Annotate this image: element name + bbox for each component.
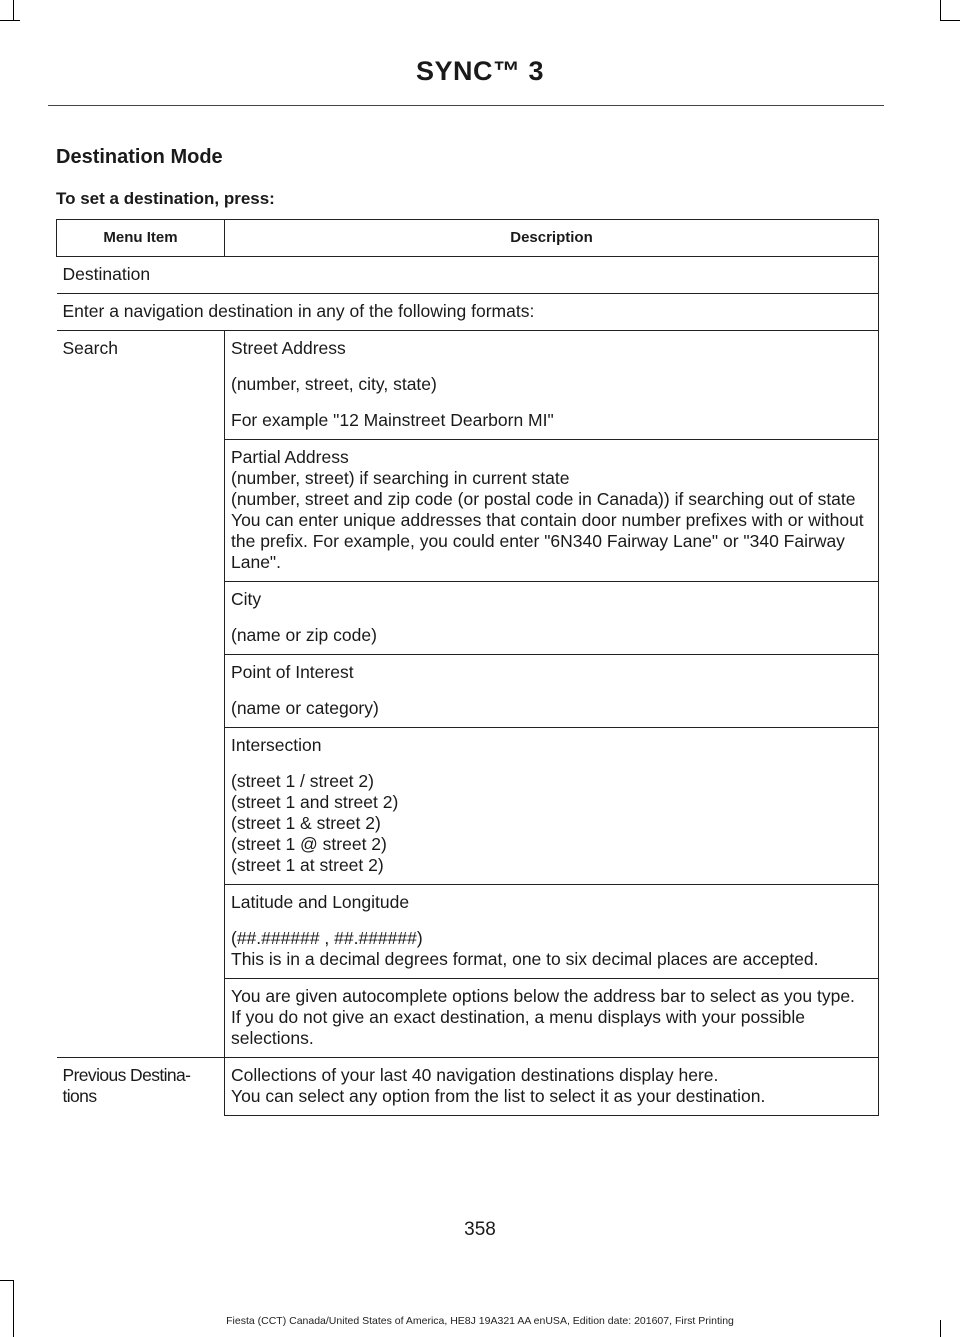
table-row <box>57 655 879 728</box>
previous-destinations-cell <box>225 1058 879 1116</box>
crop-mark <box>13 1280 14 1337</box>
destination-table <box>56 219 879 1116</box>
table-row <box>57 294 879 331</box>
street-address-example: For example "12 Mainstreet Dearborn MI" <box>231 410 554 430</box>
column-header-description: Description <box>225 220 879 257</box>
poi-cell <box>225 655 879 728</box>
column-header-menu-item: Menu Item <box>57 220 225 257</box>
empty-cell <box>57 885 225 979</box>
previous-destinations-desc-1: Collections of your last 40 navigation destinations display here. <box>231 1065 719 1085</box>
crop-mark <box>940 20 960 21</box>
table-row <box>57 1058 879 1116</box>
partial-address-title: Partial Address <box>231 447 349 467</box>
crop-mark <box>13 0 14 20</box>
autocomplete-note-2: If you do not give an exact destination, a menu displays with your possible selections. <box>231 1007 805 1048</box>
search-label: Search <box>57 331 225 440</box>
table-row <box>57 582 879 655</box>
intersection-title: Intersection <box>231 735 322 755</box>
street-address-format: (number, street, city, state) <box>231 374 437 394</box>
partial-address-format-2: (number, street and zip code (or postal code in Canada)) if searching out of state <box>231 489 856 509</box>
crop-mark <box>940 0 941 20</box>
empty-cell <box>57 440 225 582</box>
previous-destinations-desc-2: You can select any option from the list to select it as your destination. <box>231 1086 766 1106</box>
table-row <box>57 979 879 1058</box>
page-header-title: SYNC™ 3 <box>415 56 545 86</box>
autocomplete-cell <box>225 979 879 1058</box>
previous-destinations-label: Previous Destina-tions <box>57 1058 225 1116</box>
crop-mark <box>0 20 20 21</box>
table-row <box>57 257 879 294</box>
partial-address-note: You can enter unique addresses that contain door number prefixes with or without the prefix. For example, you could enter "6N340 Fairway Lane" or "340 Fairway Lane". <box>231 510 864 572</box>
intersection-format-1: (street 1 / street 2) <box>231 771 374 791</box>
page-number: 358 <box>464 1219 496 1240</box>
latlong-format: (##.###### , ##.######) <box>231 928 423 948</box>
table-row <box>57 728 879 885</box>
intersection-format-2: (street 1 and street 2) <box>231 792 399 812</box>
street-address-title: Street Address <box>231 338 346 358</box>
intersection-format-3: (street 1 & street 2) <box>231 813 381 833</box>
partial-address-cell <box>225 440 879 582</box>
footer-text: Fiesta (CCT) Canada/United States of America, HE8J 19A321 AA enUSA, Edition date: 201607, First Printing <box>226 1315 734 1327</box>
empty-cell <box>57 582 225 655</box>
empty-cell <box>57 728 225 885</box>
table-header-row <box>57 220 879 257</box>
intersection-cell <box>225 728 879 885</box>
intersection-format-4: (street 1 @ street 2) <box>231 834 387 854</box>
autocomplete-note-1: You are given autocomplete options below the address bar to select as you type. <box>231 986 855 1006</box>
city-title: City <box>231 589 262 609</box>
latlong-note: This is in a decimal degrees format, one to six decimal places are accepted. <box>231 949 819 969</box>
empty-cell <box>57 979 225 1058</box>
partial-address-format-1: (number, street) if searching in current state <box>231 468 570 488</box>
destination-label: Destination <box>57 257 879 294</box>
intro-text: To set a destination, press: <box>56 189 275 208</box>
latlong-title: Latitude and Longitude <box>231 892 410 912</box>
city-format: (name or zip code) <box>231 625 377 645</box>
empty-cell <box>57 655 225 728</box>
city-cell <box>225 582 879 655</box>
street-address-cell <box>225 331 879 440</box>
section-heading: Destination Mode <box>56 146 223 168</box>
poi-title: Point of Interest <box>231 662 354 682</box>
intersection-format-5: (street 1 at street 2) <box>231 855 384 875</box>
crop-mark <box>0 1280 14 1281</box>
latlong-cell <box>225 885 879 979</box>
header-rule <box>48 105 884 106</box>
table-row <box>57 885 879 979</box>
table-row <box>57 440 879 582</box>
poi-format: (name or category) <box>231 698 379 718</box>
enter-destination-text: Enter a navigation destination in any of the following formats: <box>57 294 879 331</box>
table-row <box>57 331 879 440</box>
